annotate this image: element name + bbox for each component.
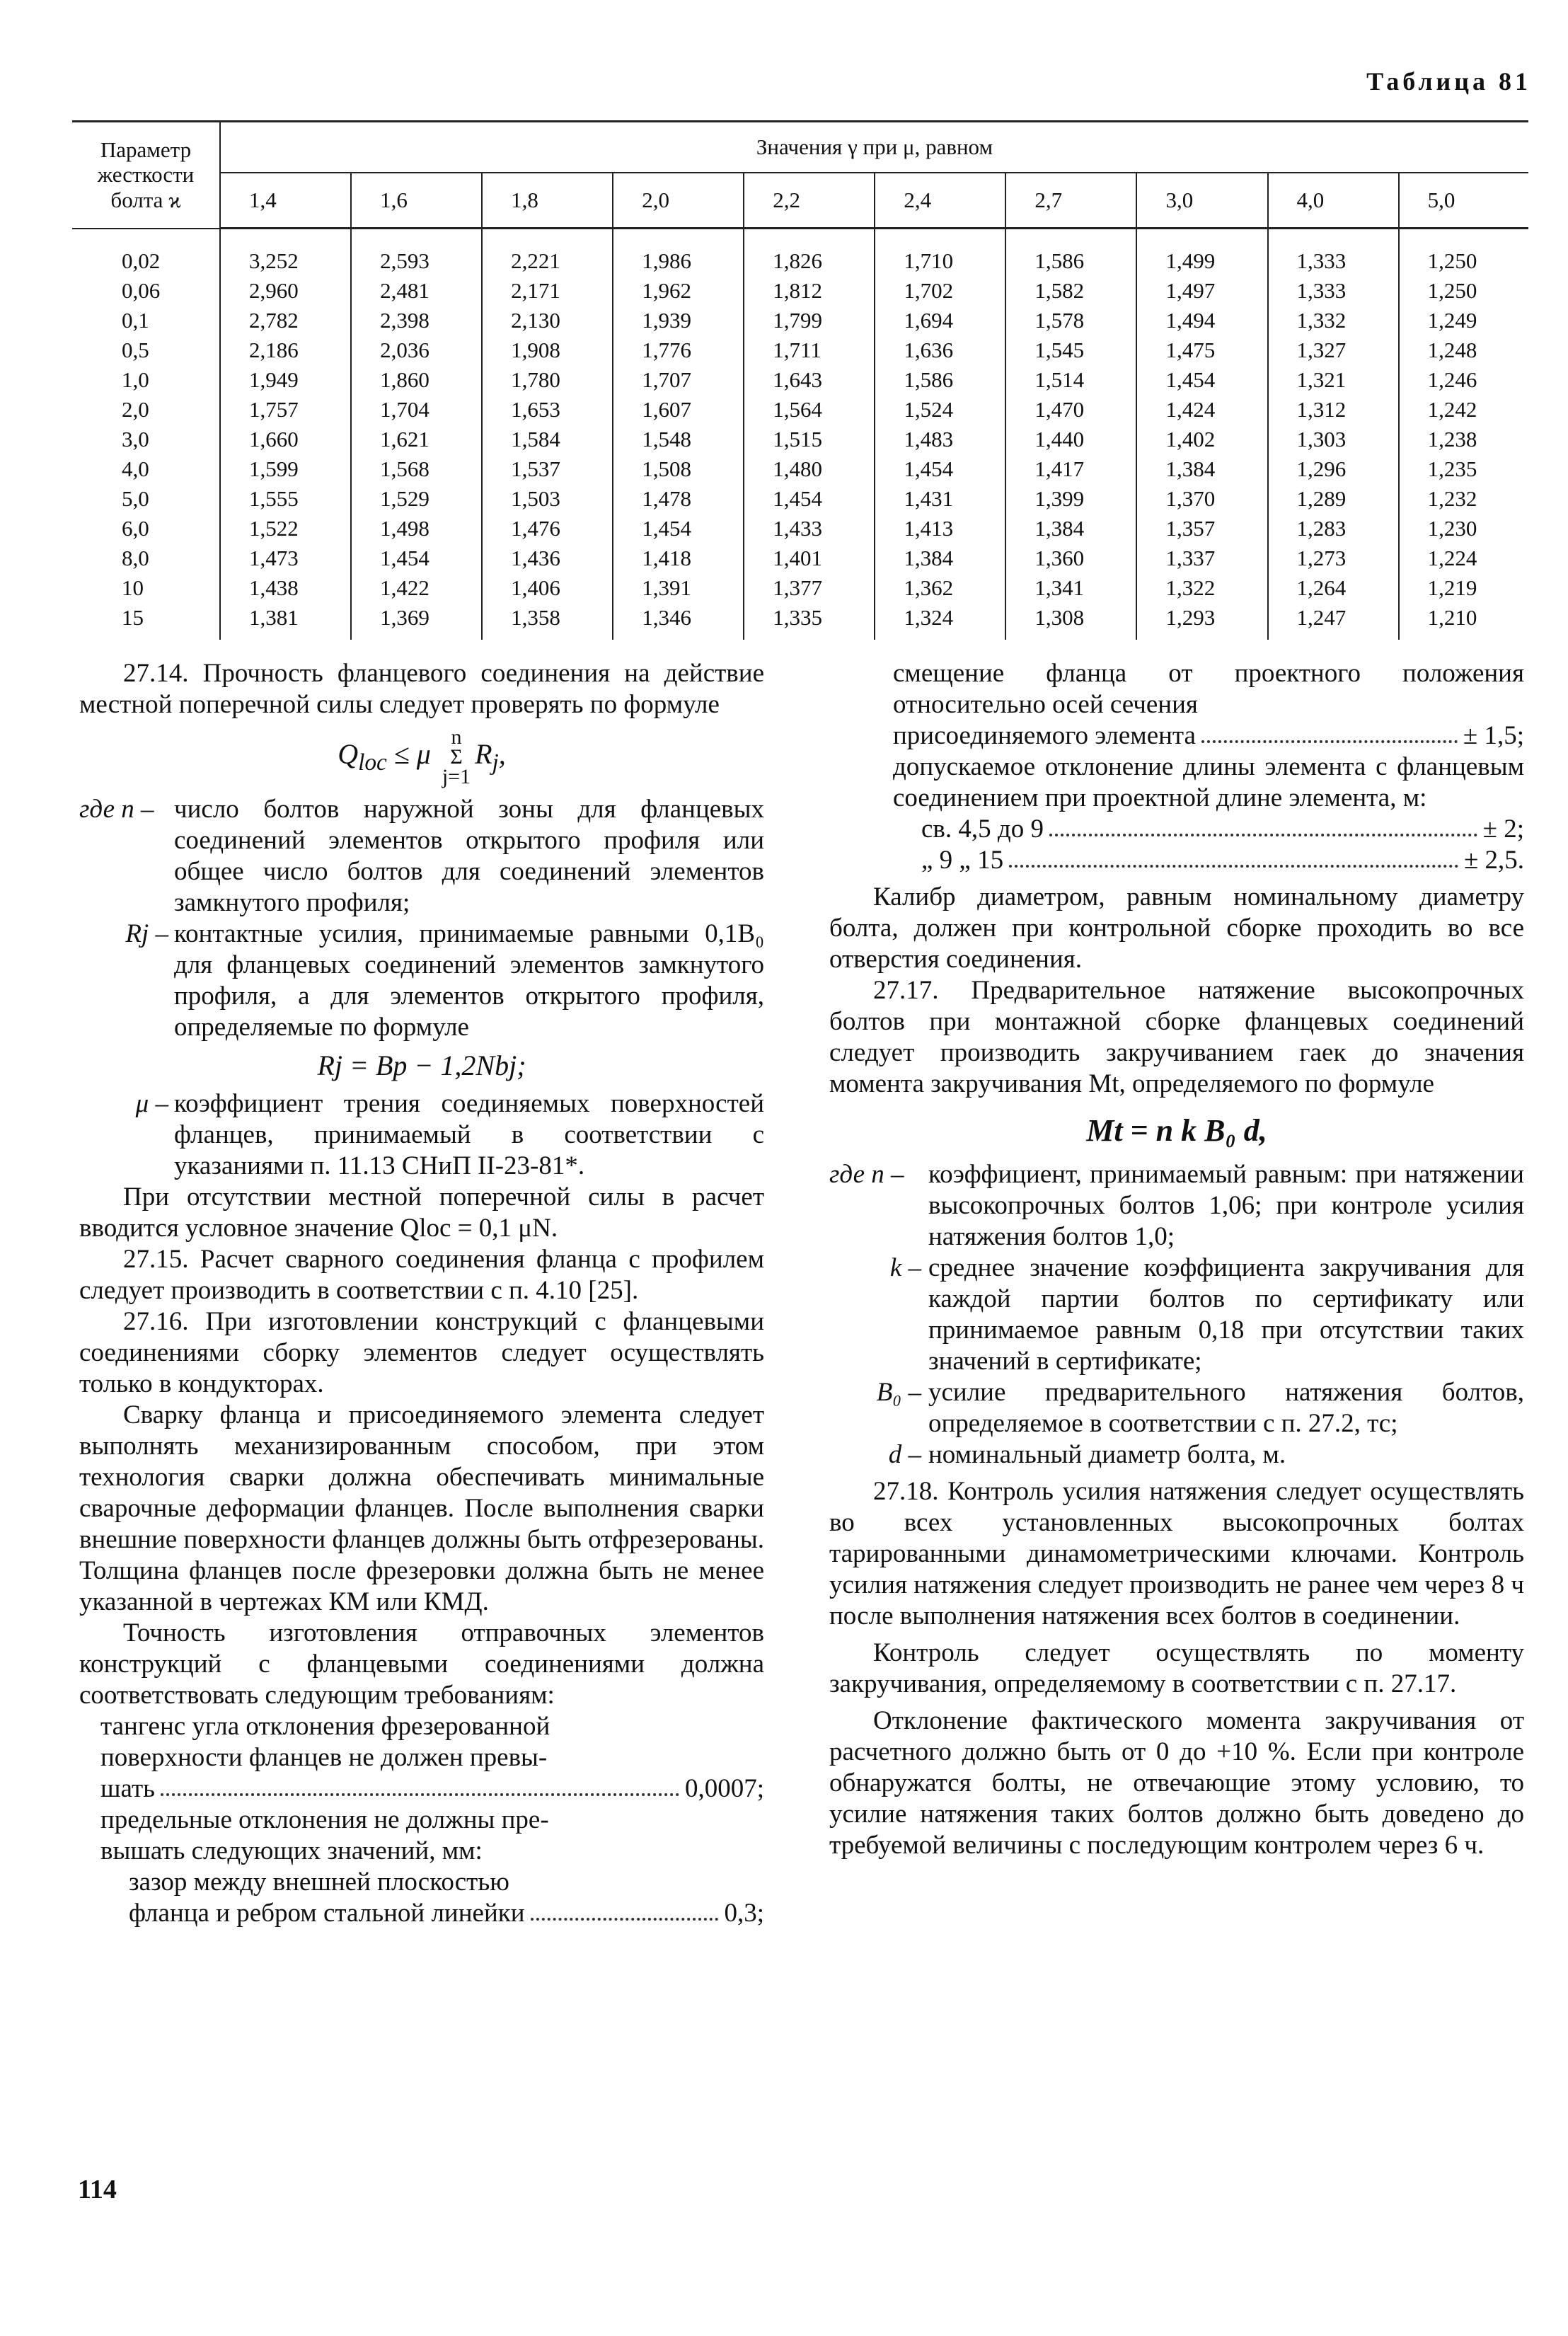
- value-cell: 1,653: [482, 395, 613, 425]
- page-number: 114: [78, 2175, 117, 2204]
- definition-rj: Rj – контактные усилия, принимаемые равными 0,1B₀ для фланцевых соединений элементов замкнутого профиля, а для элементов открытого профиля, определяемые по формуле: [125, 919, 764, 1042]
- value-cell: 1,702: [875, 276, 1005, 306]
- value-cell: 1,417: [1005, 454, 1136, 484]
- value-cell: 1,238: [1399, 425, 1528, 454]
- param-cell: 5,0: [122, 486, 149, 511]
- value-cell: 1,402: [1136, 425, 1267, 454]
- param-cell: 1,0: [122, 367, 149, 392]
- definition-k: k – среднее значение коэффициента закручивания для каждой партии болтов по сертификату или принимаемое равным 0,18 при отсутствии таких значений в сертификате;: [889, 1253, 1524, 1376]
- table-row: [72, 573, 1528, 603]
- value-cell: 1,341: [1005, 573, 1136, 603]
- value-cell: 1,424: [1136, 395, 1267, 425]
- param-cell: 6,0: [122, 516, 149, 541]
- value-cell: 1,370: [1136, 484, 1267, 514]
- table-row: [72, 276, 1528, 306]
- definition-d: d – номинальный диаметр болта, м.: [888, 1440, 1286, 1469]
- value-cell: 2,171: [482, 276, 613, 306]
- value-cell: 1,406: [482, 573, 613, 603]
- value-cell: 1,636: [875, 335, 1005, 365]
- param-cell: 10: [122, 575, 144, 600]
- value-cell: 1,478: [613, 484, 744, 514]
- value-cell: 1,438: [220, 573, 351, 603]
- value-cell: 1,273: [1268, 543, 1399, 573]
- paragraph-deviation: Отклонение фактического момента закручивания от расчетного должно быть от 0 до +10 %. Если при контроле обнаружатся болты, не отвечающие этому условию, то усилие натяжения таких болтов должно быть доведено до требуемой величины с последующим контролем через 6 ч.: [829, 1706, 1524, 1860]
- value-cell: 1,710: [875, 229, 1005, 277]
- value-cell: 1,431: [875, 484, 1005, 514]
- sum-symbol: n Σ j=1: [442, 725, 471, 788]
- table-row: [72, 395, 1528, 425]
- value-cell: 1,599: [220, 454, 351, 484]
- value-cell: 1,332: [1268, 306, 1399, 335]
- value-cell: 1,454: [351, 543, 482, 573]
- value-cell: 1,860: [351, 365, 482, 395]
- requirement-flange-offset: присоединяемого элемента ± 1,5;: [893, 721, 1524, 750]
- param-cell: 0,02: [122, 248, 161, 273]
- value-cell: 2,036: [351, 335, 482, 365]
- value-cell: 1,545: [1005, 335, 1136, 365]
- value-cell: 1,357: [1136, 514, 1267, 543]
- param-cell: 2,0: [122, 397, 149, 422]
- mu-header-cell: 3,0: [1136, 173, 1267, 229]
- gamma-table: [72, 120, 1528, 640]
- value-cell: 1,321: [1268, 365, 1399, 395]
- value-cell: 1,422: [351, 573, 482, 603]
- value-cell: 1,454: [875, 454, 1005, 484]
- value-cell: 1,986: [613, 229, 744, 277]
- value-cell: 2,130: [482, 306, 613, 335]
- value-cell: 1,247: [1268, 603, 1399, 640]
- value-cell: 1,515: [744, 425, 875, 454]
- value-cell: 1,812: [744, 276, 875, 306]
- value-cell: 1,694: [875, 306, 1005, 335]
- value-cell: 1,250: [1399, 276, 1528, 306]
- value-cell: 1,499: [1136, 229, 1267, 277]
- requirement-tangent: шать 0,0007;: [100, 1774, 764, 1803]
- value-cell: 1,537: [482, 454, 613, 484]
- paragraph-control: Контроль следует осуществлять по моменту закручивания, определяемому в соответствии с п. 27.17.: [829, 1638, 1524, 1698]
- paragraph-caliber: Калибр диаметром, равным номинальному диаметру болта, должен при контрольной сборке проходить во все отверстия соединения.: [829, 882, 1524, 974]
- table-row: [72, 514, 1528, 543]
- mu-header-cell: 2,7: [1005, 173, 1136, 229]
- value-cell: 1,399: [1005, 484, 1136, 514]
- value-cell: 1,799: [744, 306, 875, 335]
- table-row: [72, 365, 1528, 395]
- paragraph-accuracy: Точность изготовления отправочных элементов конструкций с фланцевыми соединениями должна соответствовать следующим требованиям:: [79, 1618, 764, 1710]
- value-cell: 1,401: [744, 543, 875, 573]
- table-row: [72, 306, 1528, 335]
- paragraph-27-15: 27.15. Расчет сварного соединения фланца с профилем следует производить в соответствии с п. 4.10 [25].: [79, 1245, 764, 1305]
- definition-mu: μ – коэффициент трения соединяемых поверхностей фланцев, принимаемый в соответствии с указаниями п. 11.13 СНиП II-23-81*.: [135, 1089, 764, 1180]
- requirement-gap: фланца и ребром стальной линейки 0,3;: [129, 1899, 764, 1928]
- value-cell: 1,480: [744, 454, 875, 484]
- value-cell: 1,454: [1136, 365, 1267, 395]
- value-cell: 1,232: [1399, 484, 1528, 514]
- value-cell: 1,384: [1136, 454, 1267, 484]
- value-cell: 1,283: [1268, 514, 1399, 543]
- value-cell: 1,483: [875, 425, 1005, 454]
- value-cell: 2,782: [220, 306, 351, 335]
- value-cell: 1,219: [1399, 573, 1528, 603]
- table-row: [72, 454, 1528, 484]
- value-cell: 1,242: [1399, 395, 1528, 425]
- value-cell: 1,384: [875, 543, 1005, 573]
- formula-rj: Rj = Bp − 1,2Nbj;: [317, 1049, 526, 1081]
- paragraph-27-16: 27.16. При изготовлении конструкций с фланцевыми соединениями сборку элементов следует осуществлять только в кондукторах.: [79, 1307, 764, 1398]
- formula-qloc: $Q_{loc} \le \mu$ n Σ $j=1R_j$,: [338, 725, 506, 788]
- value-cell: 1,949: [220, 365, 351, 395]
- value-cell: 1,522: [220, 514, 351, 543]
- value-cell: 1,369: [351, 603, 482, 640]
- value-cell: 1,289: [1268, 484, 1399, 514]
- value-cell: 1,757: [220, 395, 351, 425]
- value-cell: 1,248: [1399, 335, 1528, 365]
- table-row: [72, 603, 1528, 640]
- value-cell: 1,660: [220, 425, 351, 454]
- mu-header-cell: 4,0: [1268, 173, 1399, 229]
- param-cell: 8,0: [122, 546, 149, 570]
- value-cell: 1,514: [1005, 365, 1136, 395]
- right-column: [829, 658, 1524, 1861]
- value-cell: 1,250: [1399, 229, 1528, 277]
- value-cell: 1,555: [220, 484, 351, 514]
- value-cell: 1,475: [1136, 335, 1267, 365]
- value-cell: 3,252: [220, 229, 351, 277]
- table-caption: Таблица 81: [1366, 67, 1531, 96]
- value-cell: 1,578: [1005, 306, 1136, 335]
- value-cell: 1,776: [613, 335, 744, 365]
- value-cell: 1,337: [1136, 543, 1267, 573]
- value-cell: 1,333: [1268, 276, 1399, 306]
- table-row: [72, 335, 1528, 365]
- value-cell: 2,186: [220, 335, 351, 365]
- value-cell: 1,476: [482, 514, 613, 543]
- value-cell: 1,586: [875, 365, 1005, 395]
- table-row: [72, 484, 1528, 514]
- value-cell: 1,529: [351, 484, 482, 514]
- value-cell: 2,398: [351, 306, 482, 335]
- paragraph-27-18: 27.18. Контроль усилия натяжения следует осуществлять во всех установленных высокопрочных болтах тарированными динамометрическими ключами. Контроль усилия натяжения следует производить не ранее чем через 8 ч после выполнения натяжения всех болтов в соединении.: [829, 1477, 1524, 1630]
- value-cell: 1,264: [1268, 573, 1399, 603]
- paragraph-27-14: 27.14. Прочность фланцевого соединения на действие местной поперечной силы следует проверять по формуле: [79, 659, 764, 719]
- value-cell: 1,454: [613, 514, 744, 543]
- definition-n: где n – число болтов наружной зоны для фланцевых соединений элементов открытого профиля или общее число болтов для соединений элементов замкнутого профиля;: [79, 795, 764, 917]
- value-cell: 2,960: [220, 276, 351, 306]
- value-cell: 1,643: [744, 365, 875, 395]
- value-cell: 1,230: [1399, 514, 1528, 543]
- value-cell: 1,293: [1136, 603, 1267, 640]
- value-cell: 1,586: [1005, 229, 1136, 277]
- value-cell: 1,246: [1399, 365, 1528, 395]
- value-cell: 1,360: [1005, 543, 1136, 573]
- value-cell: 1,826: [744, 229, 875, 277]
- value-cell: 1,584: [482, 425, 613, 454]
- mu-header-cell: 5,0: [1399, 173, 1528, 229]
- value-cell: 2,593: [351, 229, 482, 277]
- value-cell: 1,377: [744, 573, 875, 603]
- param-cell: 3,0: [122, 427, 149, 451]
- value-cell: 1,582: [1005, 276, 1136, 306]
- param-cell: 0,06: [122, 278, 161, 303]
- formula-mt: Mt = n k B₀ d,: [1086, 1113, 1267, 1148]
- value-cell: 1,497: [1136, 276, 1267, 306]
- mu-header-cell: 2,0: [613, 173, 744, 229]
- value-cell: 1,707: [613, 365, 744, 395]
- offset-requirements: смещение фланца от проектного положения относительно осей сечения присоединяемого элемента ± 1,5; допускаемое отклонение длины элемента с фланцевым соединением при проектной длине элемента, м: св. 4,5 до 9 ± 2; „ 9 „ 15 ± 2,5.: [893, 659, 1524, 875]
- value-cell: 1,335: [744, 603, 875, 640]
- left-column: [79, 658, 764, 1929]
- value-cell: 1,381: [220, 603, 351, 640]
- value-cell: 1,346: [613, 603, 744, 640]
- value-cell: 1,704: [351, 395, 482, 425]
- value-cell: 1,418: [613, 543, 744, 573]
- value-cell: 1,621: [351, 425, 482, 454]
- value-cell: 1,210: [1399, 603, 1528, 640]
- table-row: [72, 425, 1528, 454]
- value-cell: 1,568: [351, 454, 482, 484]
- paragraph-welding: Сварку фланца и присоединяемого элемента следует выполнять механизированным способом, при этом технология сварки должна обеспечивать минимальные сварочные деформации фланцев. После выполнения сварки внешние поверхности фланцев должны быть отфрезерованы. Толщина фланцев после фрезеровки должна быть не менее указанной в чертежах КМ или КМД.: [79, 1400, 764, 1616]
- value-cell: 1,498: [351, 514, 482, 543]
- mu-header-row: [72, 173, 1528, 229]
- value-cell: 1,454: [744, 484, 875, 514]
- value-cell: 1,508: [613, 454, 744, 484]
- mu-header-cell: 2,4: [875, 173, 1005, 229]
- value-cell: 1,413: [875, 514, 1005, 543]
- value-cell: 1,962: [613, 276, 744, 306]
- value-cell: 1,324: [875, 603, 1005, 640]
- value-cell: 1,433: [744, 514, 875, 543]
- value-cell: 1,564: [744, 395, 875, 425]
- value-cell: 1,362: [875, 573, 1005, 603]
- table-row: [72, 229, 1528, 277]
- mu-header-cell: 1,8: [482, 173, 613, 229]
- value-cell: 1,327: [1268, 335, 1399, 365]
- value-cell: 1,494: [1136, 306, 1267, 335]
- definition-n-coef: где n – коэффициент, принимаемый равным: при натяжении высокопрочных болтов 1,06; при контроле усилия натяжения болтов 1,0;: [829, 1160, 1524, 1251]
- value-cell: 1,524: [875, 395, 1005, 425]
- requirement-length-2: „ 9 „ 15 ± 2,5.: [921, 846, 1524, 875]
- param-cell: 15: [122, 605, 144, 630]
- param-cell: 0,1: [122, 308, 149, 333]
- value-cell: 1,303: [1268, 425, 1399, 454]
- mu-header-cell: 1,4: [220, 173, 351, 229]
- requirement-length-1: св. 4,5 до 9 ± 2;: [921, 815, 1524, 844]
- value-cell: 1,436: [482, 543, 613, 573]
- table-body: [72, 229, 1528, 640]
- value-cell: 1,249: [1399, 306, 1528, 335]
- value-cell: 1,939: [613, 306, 744, 335]
- value-cell: 1,548: [613, 425, 744, 454]
- value-cell: 1,384: [1005, 514, 1136, 543]
- value-cell: 1,503: [482, 484, 613, 514]
- value-cell: 1,312: [1268, 395, 1399, 425]
- value-cell: 1,235: [1399, 454, 1528, 484]
- param-cell: 4,0: [122, 456, 149, 481]
- paragraph-27-17: 27.17. Предварительное натяжение высокопрочных болтов при монтажной сборке фланцевых соединений следует производить закручиванием гаек до значения момента закручивания Mt, определяемого по формуле: [829, 976, 1524, 1098]
- param-header: Параметр жесткости болта ϰ: [72, 122, 220, 229]
- value-cell: 1,780: [482, 365, 613, 395]
- value-cell: 1,296: [1268, 454, 1399, 484]
- value-cell: 2,221: [482, 229, 613, 277]
- value-cell: 1,358: [482, 603, 613, 640]
- value-cell: 1,470: [1005, 395, 1136, 425]
- value-cell: 1,333: [1268, 229, 1399, 277]
- mu-header-cell: 2,2: [744, 173, 875, 229]
- value-cell: 1,308: [1005, 603, 1136, 640]
- value-cell: 1,908: [482, 335, 613, 365]
- value-cell: 1,473: [220, 543, 351, 573]
- value-cell: 1,224: [1399, 543, 1528, 573]
- mu-header-cell: 1,6: [351, 173, 482, 229]
- value-cell: 1,440: [1005, 425, 1136, 454]
- definition-b0: B₀ – усилие предварительного натяжения болтов, определяемое в соответствии с п. 27.2, тс;: [876, 1378, 1524, 1438]
- value-cell: 1,391: [613, 573, 744, 603]
- requirements-list: тангенс угла отклонения фрезерованной поверхности фланцев не должен превы- шать 0,0007; предельные отклонения не должны пре- вышать следующих значений, мм: зазор между внешней плоскостью фланца и ребром стальной линейки 0,3;: [100, 1712, 764, 1928]
- value-cell: 2,481: [351, 276, 482, 306]
- value-cell: 1,322: [1136, 573, 1267, 603]
- group-header: Значения γ при μ, равном: [220, 122, 1528, 173]
- param-cell: 0,5: [122, 338, 149, 362]
- paragraph-absent-force: При отсутствии местной поперечной силы в расчет вводится условное значение Qloc = 0,1 μN.: [79, 1183, 764, 1243]
- value-cell: 1,607: [613, 395, 744, 425]
- value-cell: 1,711: [744, 335, 875, 365]
- table-row: [72, 543, 1528, 573]
